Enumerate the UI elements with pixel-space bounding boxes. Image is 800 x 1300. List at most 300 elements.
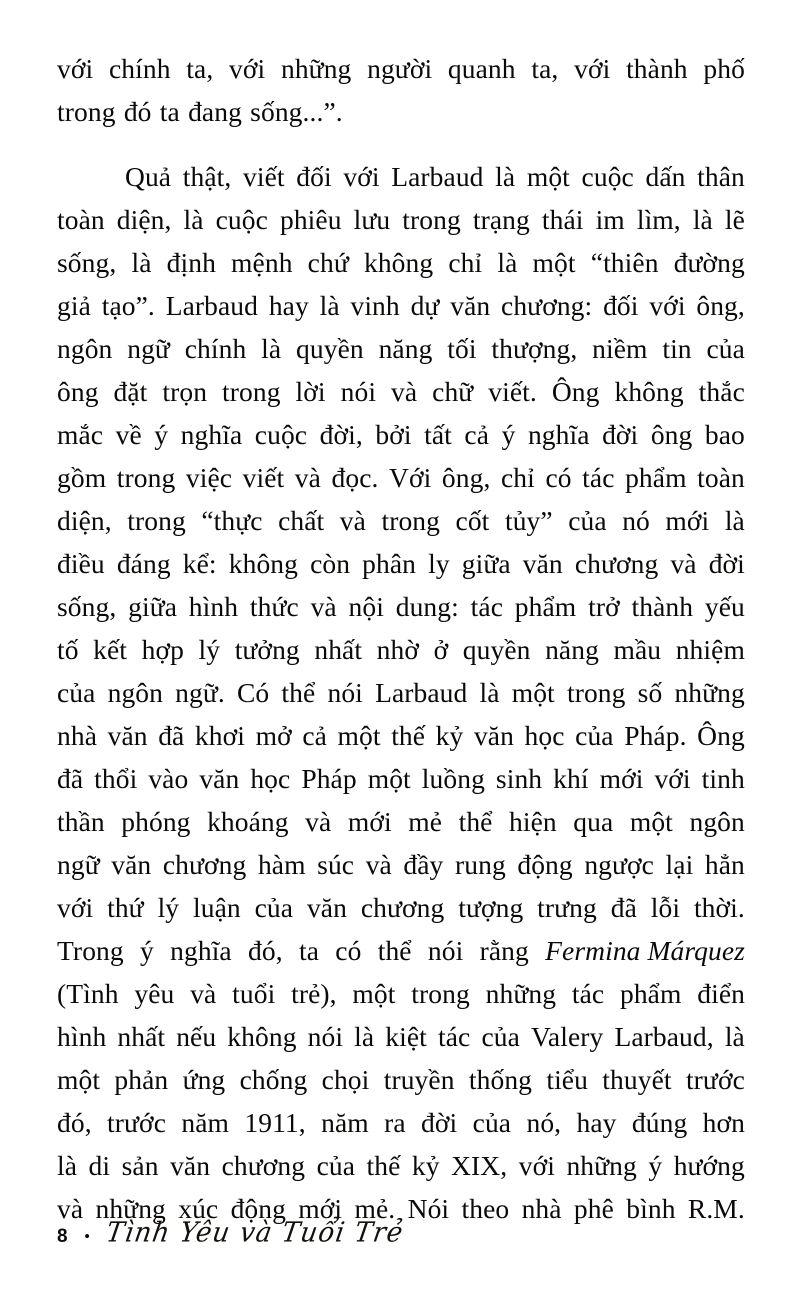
text-word: ngữ [57, 849, 100, 880]
text-word: ngược [584, 849, 654, 880]
text-word: lưu [353, 204, 391, 235]
text-word: của [481, 1021, 520, 1052]
text-word: kiệt [385, 1021, 427, 1052]
text-line [57, 585, 745, 628]
text-word: tất [424, 419, 452, 450]
text-line [57, 757, 745, 800]
text-word: với [57, 53, 94, 84]
text-word: và [294, 462, 321, 493]
text-word: sống, [57, 247, 117, 278]
text-word: ngôn [57, 333, 113, 364]
text-word: học [250, 763, 291, 794]
text-word: đặt [113, 376, 148, 407]
text-word: văn [306, 892, 347, 923]
text-word: kể: [182, 548, 217, 579]
text-word: ông [57, 376, 99, 407]
text-word: đáng [116, 548, 171, 579]
text-word: những [674, 677, 745, 708]
text-word: đó [123, 96, 152, 127]
text-word: sống...”. [250, 96, 343, 127]
text-word: trở [588, 591, 620, 622]
text-word: nói [340, 376, 377, 407]
text-word: lìm, [636, 204, 681, 235]
page-footer [57, 1217, 406, 1253]
text-word: toàn [57, 204, 105, 235]
text-word: ông, [441, 462, 491, 493]
text-word: cả [464, 419, 490, 450]
text-word: hay [268, 290, 309, 321]
text-word: là [692, 204, 713, 235]
italic-work-title: Fermina Márquez [545, 935, 745, 966]
text-word: với [518, 1150, 555, 1181]
text-word: đời [708, 548, 745, 579]
text-word: đời [421, 1107, 458, 1138]
text-word: ý [140, 935, 154, 966]
text-word: thân [697, 161, 745, 192]
text-word: đúng [631, 1107, 688, 1138]
text-word: chương [221, 1150, 306, 1181]
text-word: giả [57, 290, 91, 321]
text-word: đang [188, 96, 242, 127]
text-word: chọi [321, 1064, 370, 1095]
text-line [57, 714, 745, 757]
text-word: nói [427, 935, 464, 966]
text-word: Larbaud [391, 161, 484, 192]
text-word: tạo”. [101, 290, 155, 321]
text-word: tin [662, 333, 692, 364]
text-word: sản [121, 1150, 159, 1181]
text-word: có [335, 935, 362, 966]
text-line [57, 370, 745, 413]
text-word: hình [57, 1021, 107, 1052]
text-word: súc [317, 849, 355, 880]
text-word: với [57, 892, 94, 923]
text-word: trong [381, 505, 441, 536]
text-word: sinh [495, 763, 543, 794]
paragraph-gap [57, 133, 745, 155]
text-word: khoáng [207, 806, 289, 837]
text-word: thái [541, 204, 584, 235]
text-word: cuộc [254, 419, 308, 450]
text-word: kỷ [435, 720, 464, 751]
text-line [57, 241, 745, 284]
text-word: diện, [116, 204, 172, 235]
text-line [57, 90, 745, 133]
text-word: dung: [395, 591, 459, 622]
text-word: những [95, 1193, 166, 1224]
text-word: thật, [182, 161, 232, 192]
text-word: ta, [186, 53, 214, 84]
text-word: nói [307, 1021, 344, 1052]
text-line [57, 327, 745, 370]
text-word: Quả [125, 161, 172, 192]
text-word: ta [159, 96, 180, 127]
text-line [57, 413, 745, 456]
text-word: viết. [488, 376, 537, 407]
text-word: văn [107, 720, 148, 751]
text-word: tác [470, 591, 504, 622]
text-word: cốt [455, 505, 490, 536]
text-word: ý [154, 419, 169, 450]
text-line [57, 628, 745, 671]
text-word: trọn [162, 376, 208, 407]
text-word: vinh [350, 290, 400, 321]
text-word: Valery [530, 1021, 604, 1052]
text-word: ta, [531, 53, 559, 84]
text-word: chứ [307, 247, 349, 278]
text-word: không [227, 1021, 297, 1052]
text-word: ngữ. [175, 677, 225, 708]
text-word: là [724, 1021, 745, 1052]
text-word: trong [222, 376, 281, 407]
text-word: không [228, 548, 298, 579]
text-word: hàm [257, 849, 306, 880]
text-word: viết [242, 462, 285, 493]
text-word: đối [296, 161, 332, 192]
text-word: luồng [421, 763, 485, 794]
text-line [57, 929, 745, 972]
text-word: còn [310, 548, 351, 579]
text-word: chính [184, 333, 247, 364]
text-word: lẽ [724, 204, 745, 235]
text-word: thành [631, 591, 694, 622]
text-word: là [261, 333, 282, 364]
text-word: gồm [57, 462, 107, 493]
text-word: rằng [479, 935, 529, 966]
text-word: mẻ. [354, 1193, 396, 1224]
text-word: ý [648, 1150, 663, 1181]
text-word: ngôn [107, 677, 164, 708]
text-word: điển [697, 978, 745, 1009]
text-word: bởi [375, 419, 412, 450]
text-word: ngôn [689, 806, 745, 837]
text-word: Với [389, 462, 432, 493]
text-word: quyền [462, 634, 531, 665]
text-word: giữa [128, 591, 178, 622]
text-word: thượng, [491, 333, 578, 364]
text-word: hẳn [704, 849, 745, 880]
text-word: cuộc [215, 204, 268, 235]
text-word: của [575, 720, 614, 751]
text-word: nhà [521, 1193, 562, 1224]
text-word: hướng [673, 1150, 745, 1181]
text-word: kết [93, 634, 128, 665]
text-word: trong [57, 96, 116, 127]
text-word: tác [582, 462, 615, 493]
text-word: mắc [57, 419, 104, 450]
text-word: là [724, 505, 745, 536]
text-line [57, 1101, 745, 1144]
text-word: thành [626, 53, 688, 84]
text-word: quanh [447, 53, 516, 84]
text-word: mệnh [231, 247, 293, 278]
text-word: đối [603, 290, 639, 321]
text-word: với [343, 161, 380, 192]
text-line [57, 1058, 745, 1101]
text-word: và [305, 806, 332, 837]
text-word: một [532, 247, 576, 278]
text-word: chống [239, 1064, 308, 1095]
text-word: Pháp. [624, 720, 687, 751]
text-word: tủy” [504, 505, 553, 536]
text-word: mới [599, 763, 644, 794]
text-word: yêu [134, 978, 175, 1009]
text-word: và [310, 591, 337, 622]
text-word: tiểu [546, 1064, 588, 1095]
text-word: phiêu [279, 204, 342, 235]
text-word: niềm [592, 333, 648, 364]
text-word: bình [626, 1193, 676, 1224]
text-word: khơi [194, 720, 246, 751]
text-word: đời, [319, 419, 363, 450]
text-word: phố [703, 53, 745, 84]
text-word: mầu [613, 634, 662, 665]
text-word: nghĩa [527, 419, 590, 450]
text-word: chương [360, 892, 445, 923]
text-word: thống [468, 1064, 533, 1095]
page-number: 8 [57, 1226, 69, 1247]
text-word: sống, [57, 591, 117, 622]
text-word: nói [327, 677, 363, 708]
text-word: năm [181, 1107, 230, 1138]
text-word: theo [461, 1193, 510, 1224]
text-word: những [566, 1150, 637, 1181]
text-word: ở [433, 634, 449, 665]
text-word: ta [298, 935, 320, 966]
text-word: một [511, 677, 555, 708]
text-word: Ông [551, 376, 600, 407]
text-word: nghĩa [170, 935, 232, 966]
text-word: cả [302, 720, 327, 751]
text-word: của [472, 1107, 512, 1138]
text-word: của [254, 892, 294, 923]
text-word: hay [576, 1107, 617, 1138]
text-word: tuổi [232, 978, 276, 1009]
text-word: năng [378, 333, 433, 364]
text-word: văn [170, 1150, 211, 1181]
text-word: mở [255, 720, 292, 751]
text-line [57, 886, 745, 929]
text-word: “thực [201, 505, 263, 536]
text-word: im [595, 204, 625, 235]
text-word: tưởng [234, 634, 300, 665]
text-word: của [57, 677, 96, 708]
text-word: lỗi [650, 892, 681, 923]
text-word: kỷ [411, 1150, 440, 1181]
text-word: và [670, 548, 697, 579]
text-word: là [354, 1021, 375, 1052]
page-text-block [57, 47, 745, 1230]
text-word: một [367, 763, 411, 794]
text-word: phê [573, 1193, 614, 1224]
text-word: nội [348, 591, 384, 622]
text-line [57, 671, 745, 714]
text-word: là [183, 204, 204, 235]
text-word: trưng [537, 892, 597, 923]
text-word: là [479, 677, 500, 708]
text-word: năm [321, 1107, 369, 1138]
text-line [57, 800, 745, 843]
text-word: và [339, 505, 366, 536]
text-word: đã [57, 763, 84, 794]
text-word: xúc [178, 1193, 219, 1224]
text-word: cuộc [581, 161, 634, 192]
text-word: động [517, 849, 573, 880]
text-word: phẩm [625, 462, 687, 493]
text-word: Pháp [301, 763, 357, 794]
running-book-title: Tình Yêu và Tuổi Trẻ [104, 1217, 406, 1249]
text-line [57, 456, 745, 499]
text-word: với [654, 763, 691, 794]
text-word: hình [188, 591, 239, 622]
text-word: đọc. [331, 462, 379, 493]
text-word: đường [673, 247, 745, 278]
text-word: qua [573, 806, 614, 837]
text-word: trẻ), [291, 978, 337, 1009]
text-word: mới [298, 1193, 343, 1224]
text-word: ý [501, 419, 516, 450]
text-word: là [495, 161, 516, 192]
text-line [57, 47, 745, 90]
text-word: thuyết [602, 1064, 672, 1095]
text-word: trong [127, 505, 186, 536]
text-word: đó, [57, 1107, 92, 1138]
text-word: một [629, 806, 673, 837]
text-word: đó, [248, 935, 283, 966]
text-word: điều [57, 548, 105, 579]
text-line [57, 843, 745, 886]
text-word: thắc [698, 376, 745, 407]
text-word: thể [458, 806, 493, 837]
text-word: R.M. [687, 1193, 745, 1224]
text-word: phóng [121, 806, 191, 837]
text-line [57, 1144, 745, 1187]
text-word: tác [571, 978, 605, 1009]
text-word: là [131, 247, 152, 278]
text-word: chất [278, 505, 325, 536]
text-word: lời [295, 376, 326, 407]
text-word: đã [158, 720, 185, 751]
text-word: nó [622, 505, 650, 536]
text-word: quyền [296, 333, 364, 364]
text-word: năng [545, 634, 599, 665]
text-word: văn [199, 763, 240, 794]
text-word: trong [566, 677, 626, 708]
text-word: hợp [141, 634, 184, 665]
text-word: trước [685, 1064, 745, 1095]
text-word: nhà [57, 720, 98, 751]
text-word: viết [243, 161, 285, 192]
text-word: nhất [117, 1021, 166, 1052]
text-word: là [319, 290, 340, 321]
text-word: tối [447, 333, 477, 364]
text-word: văn [473, 720, 514, 751]
text-word: số [637, 677, 663, 708]
text-word: đã [610, 892, 637, 923]
text-line [57, 499, 745, 542]
text-word: một [352, 978, 396, 1009]
text-word: (Tình [57, 978, 119, 1009]
text-word: dự [410, 290, 440, 321]
text-word: Larbaud, [614, 1021, 714, 1052]
text-word: ra [384, 1107, 406, 1138]
text-word: tố [57, 634, 79, 665]
text-word: yếu [704, 591, 745, 622]
text-word: tượng [458, 892, 524, 923]
text-word: một [57, 1064, 101, 1095]
text-word: thức [249, 591, 299, 622]
text-word: những [280, 53, 352, 84]
text-word: thần [57, 806, 105, 837]
text-word: về [115, 419, 142, 450]
text-word: thế [391, 720, 426, 751]
text-word: thể [377, 935, 412, 966]
text-word: phẩm [514, 591, 577, 622]
text-word: những [485, 978, 557, 1009]
text-word: mẻ [408, 806, 443, 837]
text-word: lại [665, 849, 694, 880]
text-word: không [363, 247, 434, 278]
text-word: Larbaud [375, 677, 468, 708]
text-word: Larbaud [165, 290, 259, 321]
text-word: mới [347, 806, 392, 837]
text-word: Có [236, 677, 270, 708]
text-word: XIX, [451, 1150, 508, 1181]
text-word: rung [454, 849, 506, 880]
text-word: nhờ [376, 634, 419, 665]
text-line [57, 972, 745, 1015]
text-word: ngữ [127, 333, 170, 364]
text-word: toàn [697, 462, 745, 493]
text-word: là [57, 1150, 78, 1181]
text-word: nếu [176, 1021, 217, 1052]
text-word: trong [402, 204, 461, 235]
text-word: văn [111, 849, 152, 880]
text-word: ứng [182, 1064, 226, 1095]
text-word: Trong [57, 935, 124, 966]
text-line [57, 542, 745, 585]
text-word: thể [281, 677, 316, 708]
text-word: bao [704, 419, 745, 450]
text-line [57, 198, 745, 241]
text-word: và [190, 978, 217, 1009]
text-word: phân [362, 548, 417, 579]
text-word: phản [114, 1064, 169, 1095]
text-word: hiện [509, 806, 557, 837]
footer-separator-bullet: • [84, 1227, 91, 1246]
text-word: di [88, 1150, 111, 1181]
text-word: chương [574, 548, 659, 579]
text-word: ly [428, 548, 450, 579]
text-word: động [230, 1193, 286, 1224]
text-word: với [649, 290, 686, 321]
text-line [57, 155, 745, 198]
text-word: việc [185, 462, 233, 493]
text-line [57, 284, 745, 327]
text-word: một [337, 720, 381, 751]
text-word: luận [193, 892, 241, 923]
text-word: giữa [461, 548, 511, 579]
text-word: với [574, 53, 611, 84]
text-word: thứ [107, 892, 144, 923]
text-word: nghĩa [180, 419, 243, 450]
text-word: với [229, 53, 266, 84]
text-word: chữ [432, 376, 474, 407]
text-word: và [57, 1193, 84, 1224]
text-word: một [526, 161, 570, 192]
text-word: 1911, [244, 1107, 306, 1138]
text-word: vào [148, 763, 189, 794]
